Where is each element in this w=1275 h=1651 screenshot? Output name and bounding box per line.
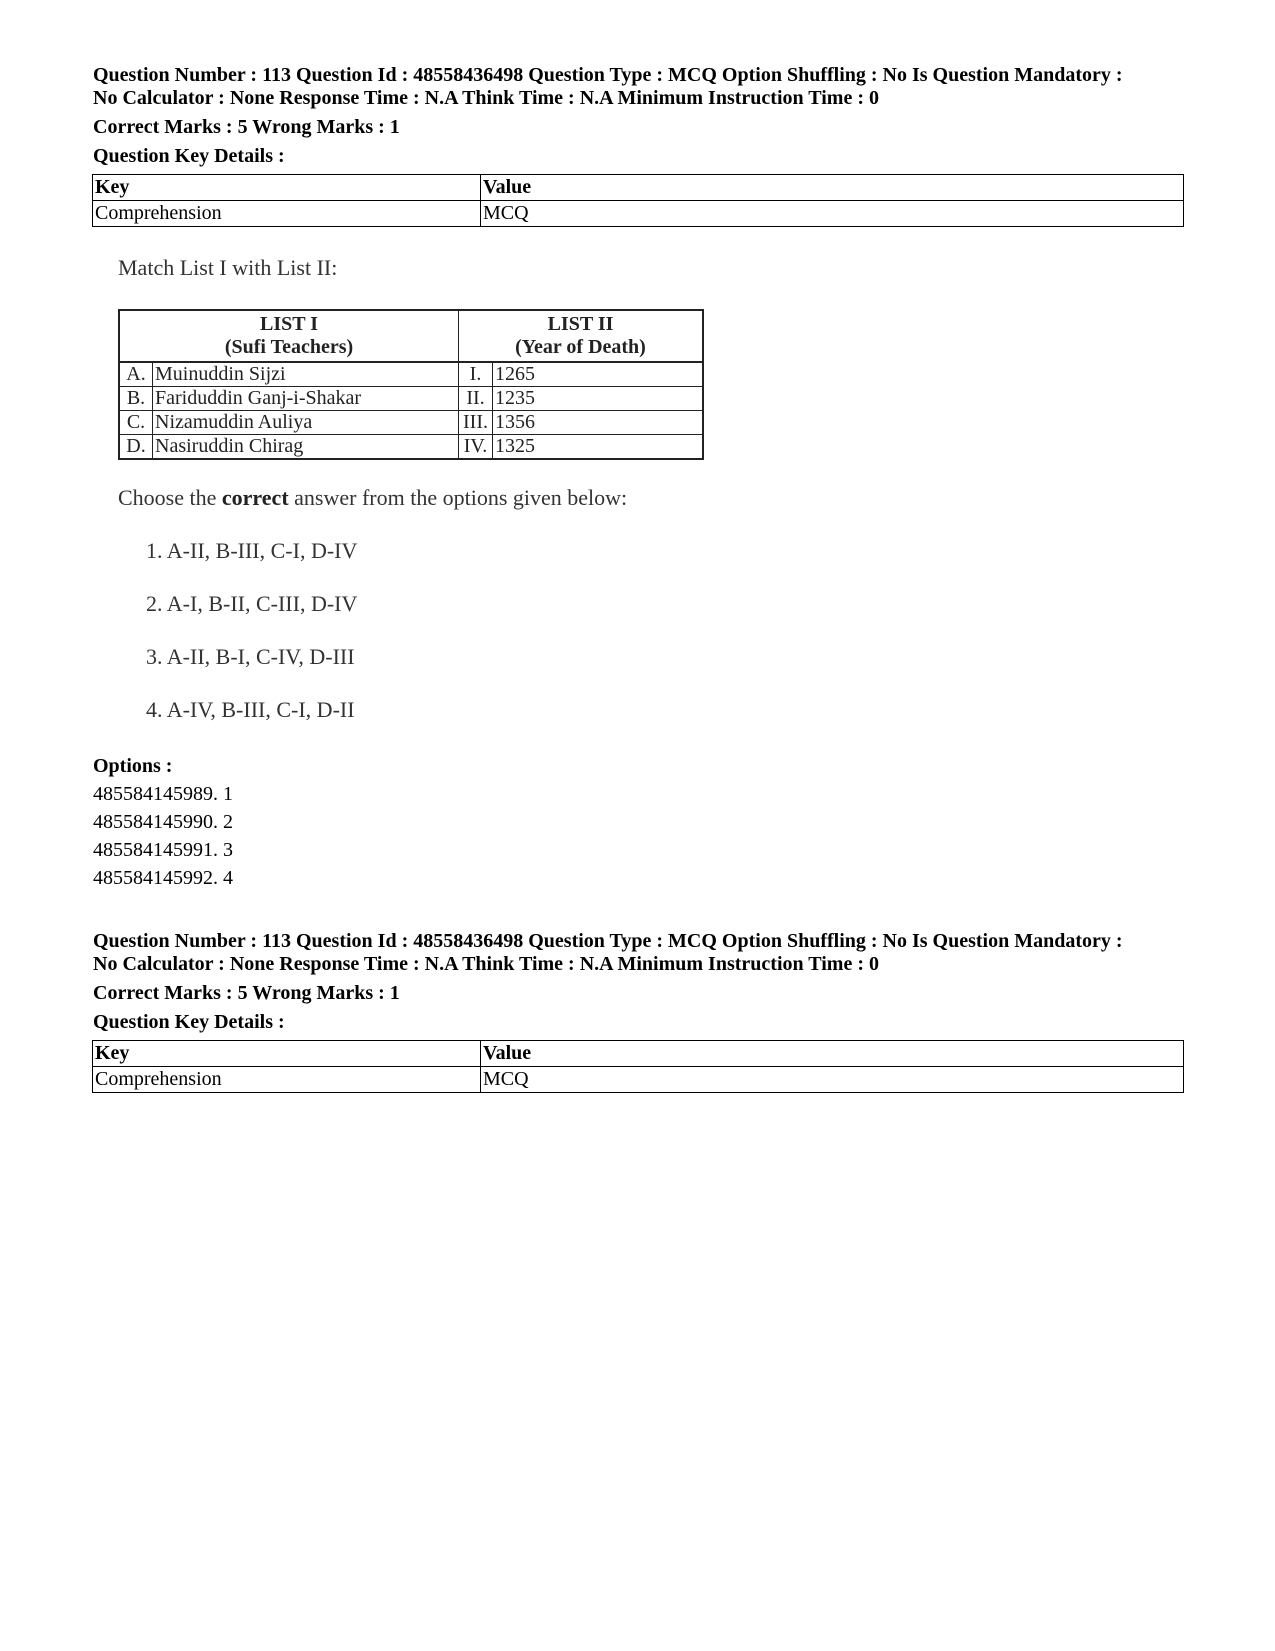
list1-title: LIST I — [259, 313, 318, 335]
list1-header — [119, 310, 459, 362]
row-letter: B. — [119, 387, 153, 411]
value-cell: MCQ — [481, 201, 1184, 227]
question-header-line-2: No Calculator : None Response Time : N.A Think Time : N.A Minimum Instruction Time : 0 — [93, 87, 879, 109]
option-item: 485584145991. 3 — [93, 839, 233, 861]
value-cell: MCQ — [481, 1067, 1184, 1093]
row-year: 1356 — [493, 411, 704, 435]
match-table — [118, 309, 704, 460]
answer-option-4: 4. A-IV, B-III, C-I, D-II — [146, 697, 355, 722]
choose-post: answer from the options given below: — [288, 485, 628, 510]
key-details-table — [92, 174, 1184, 227]
row-letter: C. — [119, 411, 153, 435]
row-year: 1325 — [493, 435, 704, 460]
options-label: Options : — [93, 755, 173, 777]
key-details-label: Question Key Details : — [93, 1011, 285, 1033]
choose-bold: correct — [221, 485, 289, 510]
value-header: Value — [481, 175, 1184, 201]
row-teacher: Muinuddin Sijzi — [153, 362, 459, 387]
value-header: Value — [481, 1041, 1184, 1067]
marks-line: Correct Marks : 5 Wrong Marks : 1 — [93, 982, 400, 1004]
match-row — [119, 387, 703, 411]
list1-subtitle: (Sufi Teachers) — [224, 336, 354, 358]
row-teacher: Nasiruddin Chirag — [153, 435, 459, 460]
match-row — [119, 435, 703, 460]
key-details-table — [92, 1040, 1184, 1093]
list2-subtitle: (Year of Death) — [515, 336, 646, 358]
question-meta-block-2 — [93, 930, 1183, 976]
row-numeral: I. — [459, 362, 493, 387]
option-item: 485584145989. 1 — [93, 783, 233, 805]
answer-option-2: 2. A-I, B-II, C-III, D-IV — [146, 591, 358, 616]
question-meta-block-1 — [93, 64, 1183, 110]
row-numeral: III. — [459, 411, 493, 435]
row-numeral: II. — [459, 387, 493, 411]
option-item: 485584145992. 4 — [93, 867, 233, 889]
choose-pre: Choose the — [118, 485, 222, 510]
choose-instruction — [118, 485, 627, 511]
question-intro: Match List I with List II: — [118, 255, 338, 280]
key-details-label: Question Key Details : — [93, 145, 285, 167]
marks-line: Correct Marks : 5 Wrong Marks : 1 — [93, 116, 400, 138]
match-row — [119, 411, 703, 435]
row-teacher: Nizamuddin Auliya — [153, 411, 459, 435]
answer-option-1: 1. A-II, B-III, C-I, D-IV — [146, 538, 358, 563]
row-year: 1235 — [493, 387, 704, 411]
answer-option-3: 3. A-II, B-I, C-IV, D-III — [146, 644, 355, 669]
row-teacher: Fariduddin Ganj-i-Shakar — [153, 387, 459, 411]
option-item: 485584145990. 2 — [93, 811, 233, 833]
key-header: Key — [93, 175, 481, 201]
row-numeral: IV. — [459, 435, 493, 460]
row-letter: D. — [119, 435, 153, 460]
question-header-line-1: Question Number : 113 Question Id : 48558436498 Question Type : MCQ Option Shuffling : No Is Question Mandatory : — [93, 930, 1123, 952]
question-body — [118, 253, 718, 722]
row-year: 1265 — [493, 362, 704, 387]
question-header-line-1: Question Number : 113 Question Id : 48558436498 Question Type : MCQ Option Shuffling : No Is Question Mandatory : — [93, 64, 1123, 86]
row-letter: A. — [119, 362, 153, 387]
key-header: Key — [93, 1041, 481, 1067]
list2-title: LIST II — [547, 313, 614, 335]
list2-header — [459, 310, 704, 362]
question-header-line-2: No Calculator : None Response Time : N.A Think Time : N.A Minimum Instruction Time : 0 — [93, 953, 879, 975]
key-cell: Comprehension — [93, 1067, 481, 1093]
match-row — [119, 362, 703, 387]
key-cell: Comprehension — [93, 201, 481, 227]
